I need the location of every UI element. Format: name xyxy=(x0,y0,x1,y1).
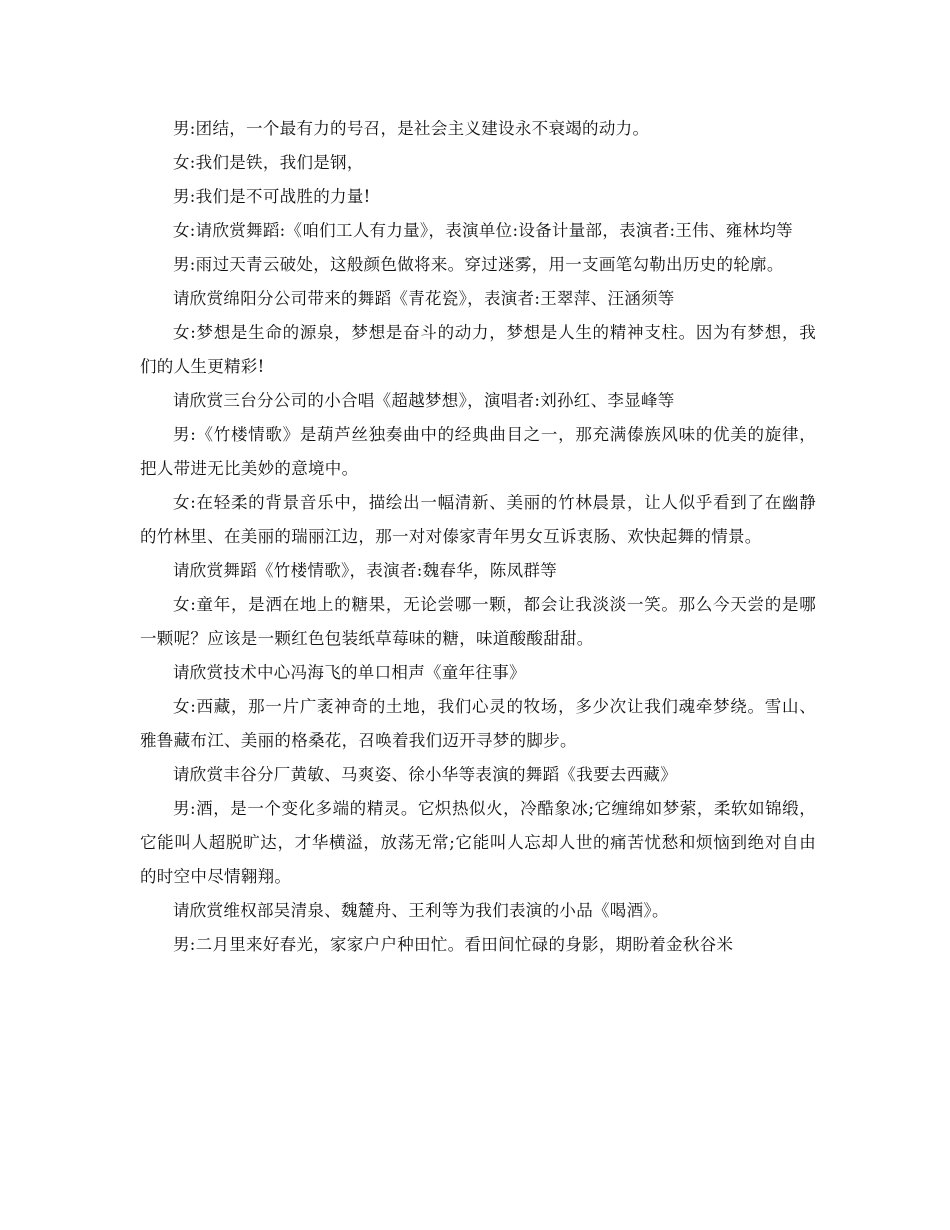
paragraph-16: 男:酒，是一个变化多端的精灵。它炽热似火，冷酷象冰;它缠绵如梦萦，柔软如锦缎，它能叫人超脱旷达，才华横溢，放荡无常;它能叫人忘却人世的痛苦忧愁和烦恼到绝对自由的时空中尽情翱翔。 xyxy=(140,799,816,886)
paragraph-14: 女:西藏，那一片广袤神奇的土地，我们心灵的牧场，多少次让我们魂牵梦绕。雪山、雅鲁藏布江、美丽的格桑花，召唤着我们迈开寻梦的脚步。 xyxy=(140,697,816,750)
paragraph-9: 男:《竹楼情歌》是葫芦丝独奏曲中的经典曲目之一，那充满傣族风味的优美的旋律，把人带进无比美妙的意境中。 xyxy=(140,425,816,478)
paragraph-5: 男:雨过天青云破处，这般颜色做将来。穿过迷雾，用一支画笔勾勒出历史的轮廓。 xyxy=(173,255,784,274)
paragraph-15: 请欣赏丰谷分厂黄敏、马爽姿、徐小华等表演的舞蹈《我要去西藏》 xyxy=(173,765,677,784)
paragraph-13: 请欣赏技术中心冯海飞的单口相声《童年往事》 xyxy=(173,663,526,682)
paragraph-11: 请欣赏舞蹈《竹楼情歌》，表演者:魏春华，陈凤群等 xyxy=(173,561,558,580)
paragraph-1: 男:团结，一个最有力的号召，是社会主义建设永不衰竭的动力。 xyxy=(173,119,650,138)
paragraph-8: 请欣赏三台分公司的小合唱《超越梦想》，演唱者:刘孙红、李显峰等 xyxy=(173,391,675,410)
paragraph-4: 女:请欣赏舞蹈:《咱们工人有力量》，表演单位:设备计量部，表演者:王伟、雍林均等 xyxy=(173,221,793,240)
paragraph-3: 男:我们是不可战胜的力量! xyxy=(173,187,371,206)
paragraph-12: 女:童年，是洒在地上的糖果，无论尝哪一颗，都会让我淡淡一笑。那么今天尝的是哪一颗呢？应该是一颗红色包装纸草莓味的糖，味道酸酸甜甜。 xyxy=(140,595,816,648)
paragraph-2: 女:我们是铁，我们是钢， xyxy=(173,153,364,172)
paragraph-18: 男:二月里来好春光，家家户户种田忙。看田间忙碌的身影，期盼着金秋谷米 xyxy=(173,935,734,954)
paragraph-10: 女:在轻柔的背景音乐中，描绘出一幅清新、美丽的竹林晨景，让人似乎看到了在幽静的竹林里、在美丽的瑞丽江边，那一对对傣家青年男女互诉衷肠、欢快起舞的情景。 xyxy=(140,493,816,546)
document-body xyxy=(140,112,816,962)
paragraph-6: 请欣赏绵阳分公司带来的舞蹈《青花瓷》，表演者:王翠萍、汪涵须等 xyxy=(173,289,675,308)
paragraph-17: 请欣赏维权部吴清泉、魏麓舟、王利等为我们表演的小品《喝酒》。 xyxy=(173,901,669,920)
paragraph-7: 女:梦想是生命的源泉，梦想是奋斗的动力，梦想是人生的精神支柱。因为有梦想，我们的人生更精彩! xyxy=(140,323,816,376)
